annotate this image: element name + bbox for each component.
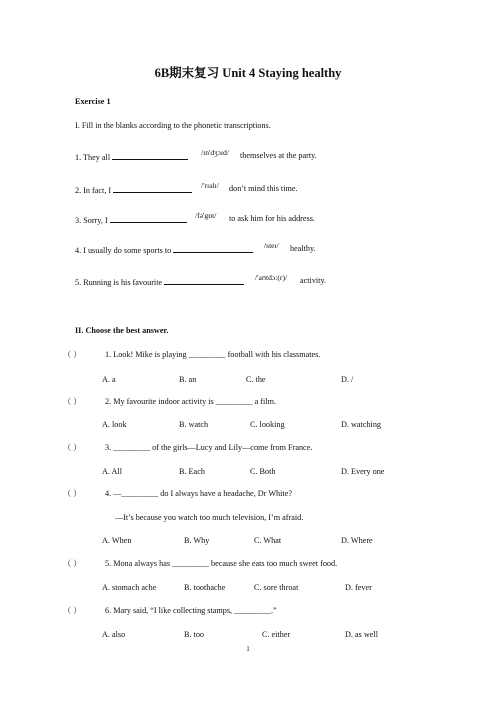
fill-item-text: 1. They all — [75, 153, 111, 162]
option-a[interactable]: A. look — [102, 420, 127, 429]
answer-paren[interactable]: （ ） — [63, 559, 82, 568]
exercise-heading: Exercise 1 — [75, 97, 111, 106]
answer-blank[interactable] — [113, 184, 192, 193]
fill-item-text: to ask him for his address. — [229, 214, 315, 223]
option-d[interactable]: D. Every one — [341, 467, 385, 476]
answer-paren[interactable]: （ ） — [63, 350, 82, 359]
fill-item-text: 2. In fact, I — [75, 186, 112, 195]
option-c[interactable]: C. What — [254, 536, 282, 545]
option-b[interactable]: B. Each — [179, 467, 205, 476]
question-reply: —It’s because you watch too much television, I’m afraid. — [115, 513, 304, 522]
answer-paren[interactable]: （ ） — [63, 606, 82, 615]
fill-item-text: themselves at the party. — [240, 151, 317, 160]
fill-item-text: 3. Sorry, I — [75, 216, 108, 225]
option-d[interactable]: D. Where — [341, 536, 373, 545]
option-a[interactable]: A. All — [102, 467, 123, 476]
phonetic-hint: /ɪn'dʒɔɪd/ — [201, 148, 229, 157]
option-d[interactable]: D. / — [341, 375, 354, 384]
option-a[interactable]: A. stomach ache — [102, 583, 157, 592]
answer-paren[interactable]: （ ） — [63, 443, 82, 452]
option-b[interactable]: B. Why — [184, 536, 210, 545]
answer-blank[interactable] — [112, 151, 188, 160]
phonetic-hint: /'rɪəlɪ/ — [201, 181, 219, 190]
page-number: 1 — [246, 645, 250, 653]
option-b[interactable]: B. an — [179, 375, 197, 384]
fill-item-text: 5. Running is his favourite — [75, 278, 163, 287]
phonetic-hint: /fə'gɒt/ — [195, 211, 217, 220]
option-c[interactable]: C. sore throat — [254, 583, 299, 592]
question-text: 5. Mona always has _________ because she eats too much sweet food. — [105, 559, 338, 568]
option-d[interactable]: D. fever — [345, 583, 372, 592]
question-text: 2. My favourite indoor activity is _________ a film. — [105, 397, 277, 406]
page-title: 6B期末复习 Unit 4 Staying healthy — [154, 66, 342, 80]
option-b[interactable]: B. too — [184, 630, 205, 639]
fill-item-text: healthy. — [290, 244, 316, 253]
question-text: 4. —_________ do I always have a headache, Dr White? — [105, 489, 292, 498]
answer-blank[interactable] — [173, 244, 253, 253]
option-d[interactable]: D. as well — [345, 630, 378, 639]
question-text: 1. Look! Mike is playing _________ football with his classmates. — [105, 350, 321, 359]
option-a[interactable]: A. also — [102, 630, 126, 639]
phonetic-hint: /'aʊtdɔ:(r)/ — [255, 273, 288, 282]
fill-item-text: activity. — [300, 276, 327, 285]
option-c[interactable]: C. looking — [250, 420, 285, 429]
section2-instruction: II. Choose the best answer. — [75, 326, 169, 335]
option-a[interactable]: A. When — [102, 536, 132, 545]
answer-paren[interactable]: （ ） — [63, 397, 82, 406]
fill-item-text: 4. I usually do some sports to — [75, 246, 172, 255]
answer-blank[interactable] — [110, 214, 187, 223]
question-text: 3. _________ of the girls—Lucy and Lily—come from France. — [105, 443, 313, 452]
phonetic-hint: /steɪ/ — [264, 241, 279, 250]
answer-paren[interactable]: （ ） — [63, 489, 82, 498]
fill-item-text: don’t mind this time. — [229, 184, 298, 193]
answer-blank[interactable] — [164, 276, 244, 285]
section1-instruction: I. Fill in the blanks according to the phonetic transcriptions. — [75, 121, 271, 130]
option-c[interactable]: C. Both — [250, 467, 276, 476]
question-text: 6. Mary said, “I like collecting stamps, _________.” — [105, 606, 277, 615]
option-b[interactable]: B. watch — [179, 420, 209, 429]
option-a[interactable]: A. a — [102, 375, 116, 384]
option-b[interactable]: B. toothache — [184, 583, 226, 592]
option-c[interactable]: C. the — [246, 375, 266, 384]
option-d[interactable]: D. watching — [341, 420, 382, 429]
option-c[interactable]: C. either — [262, 630, 291, 639]
